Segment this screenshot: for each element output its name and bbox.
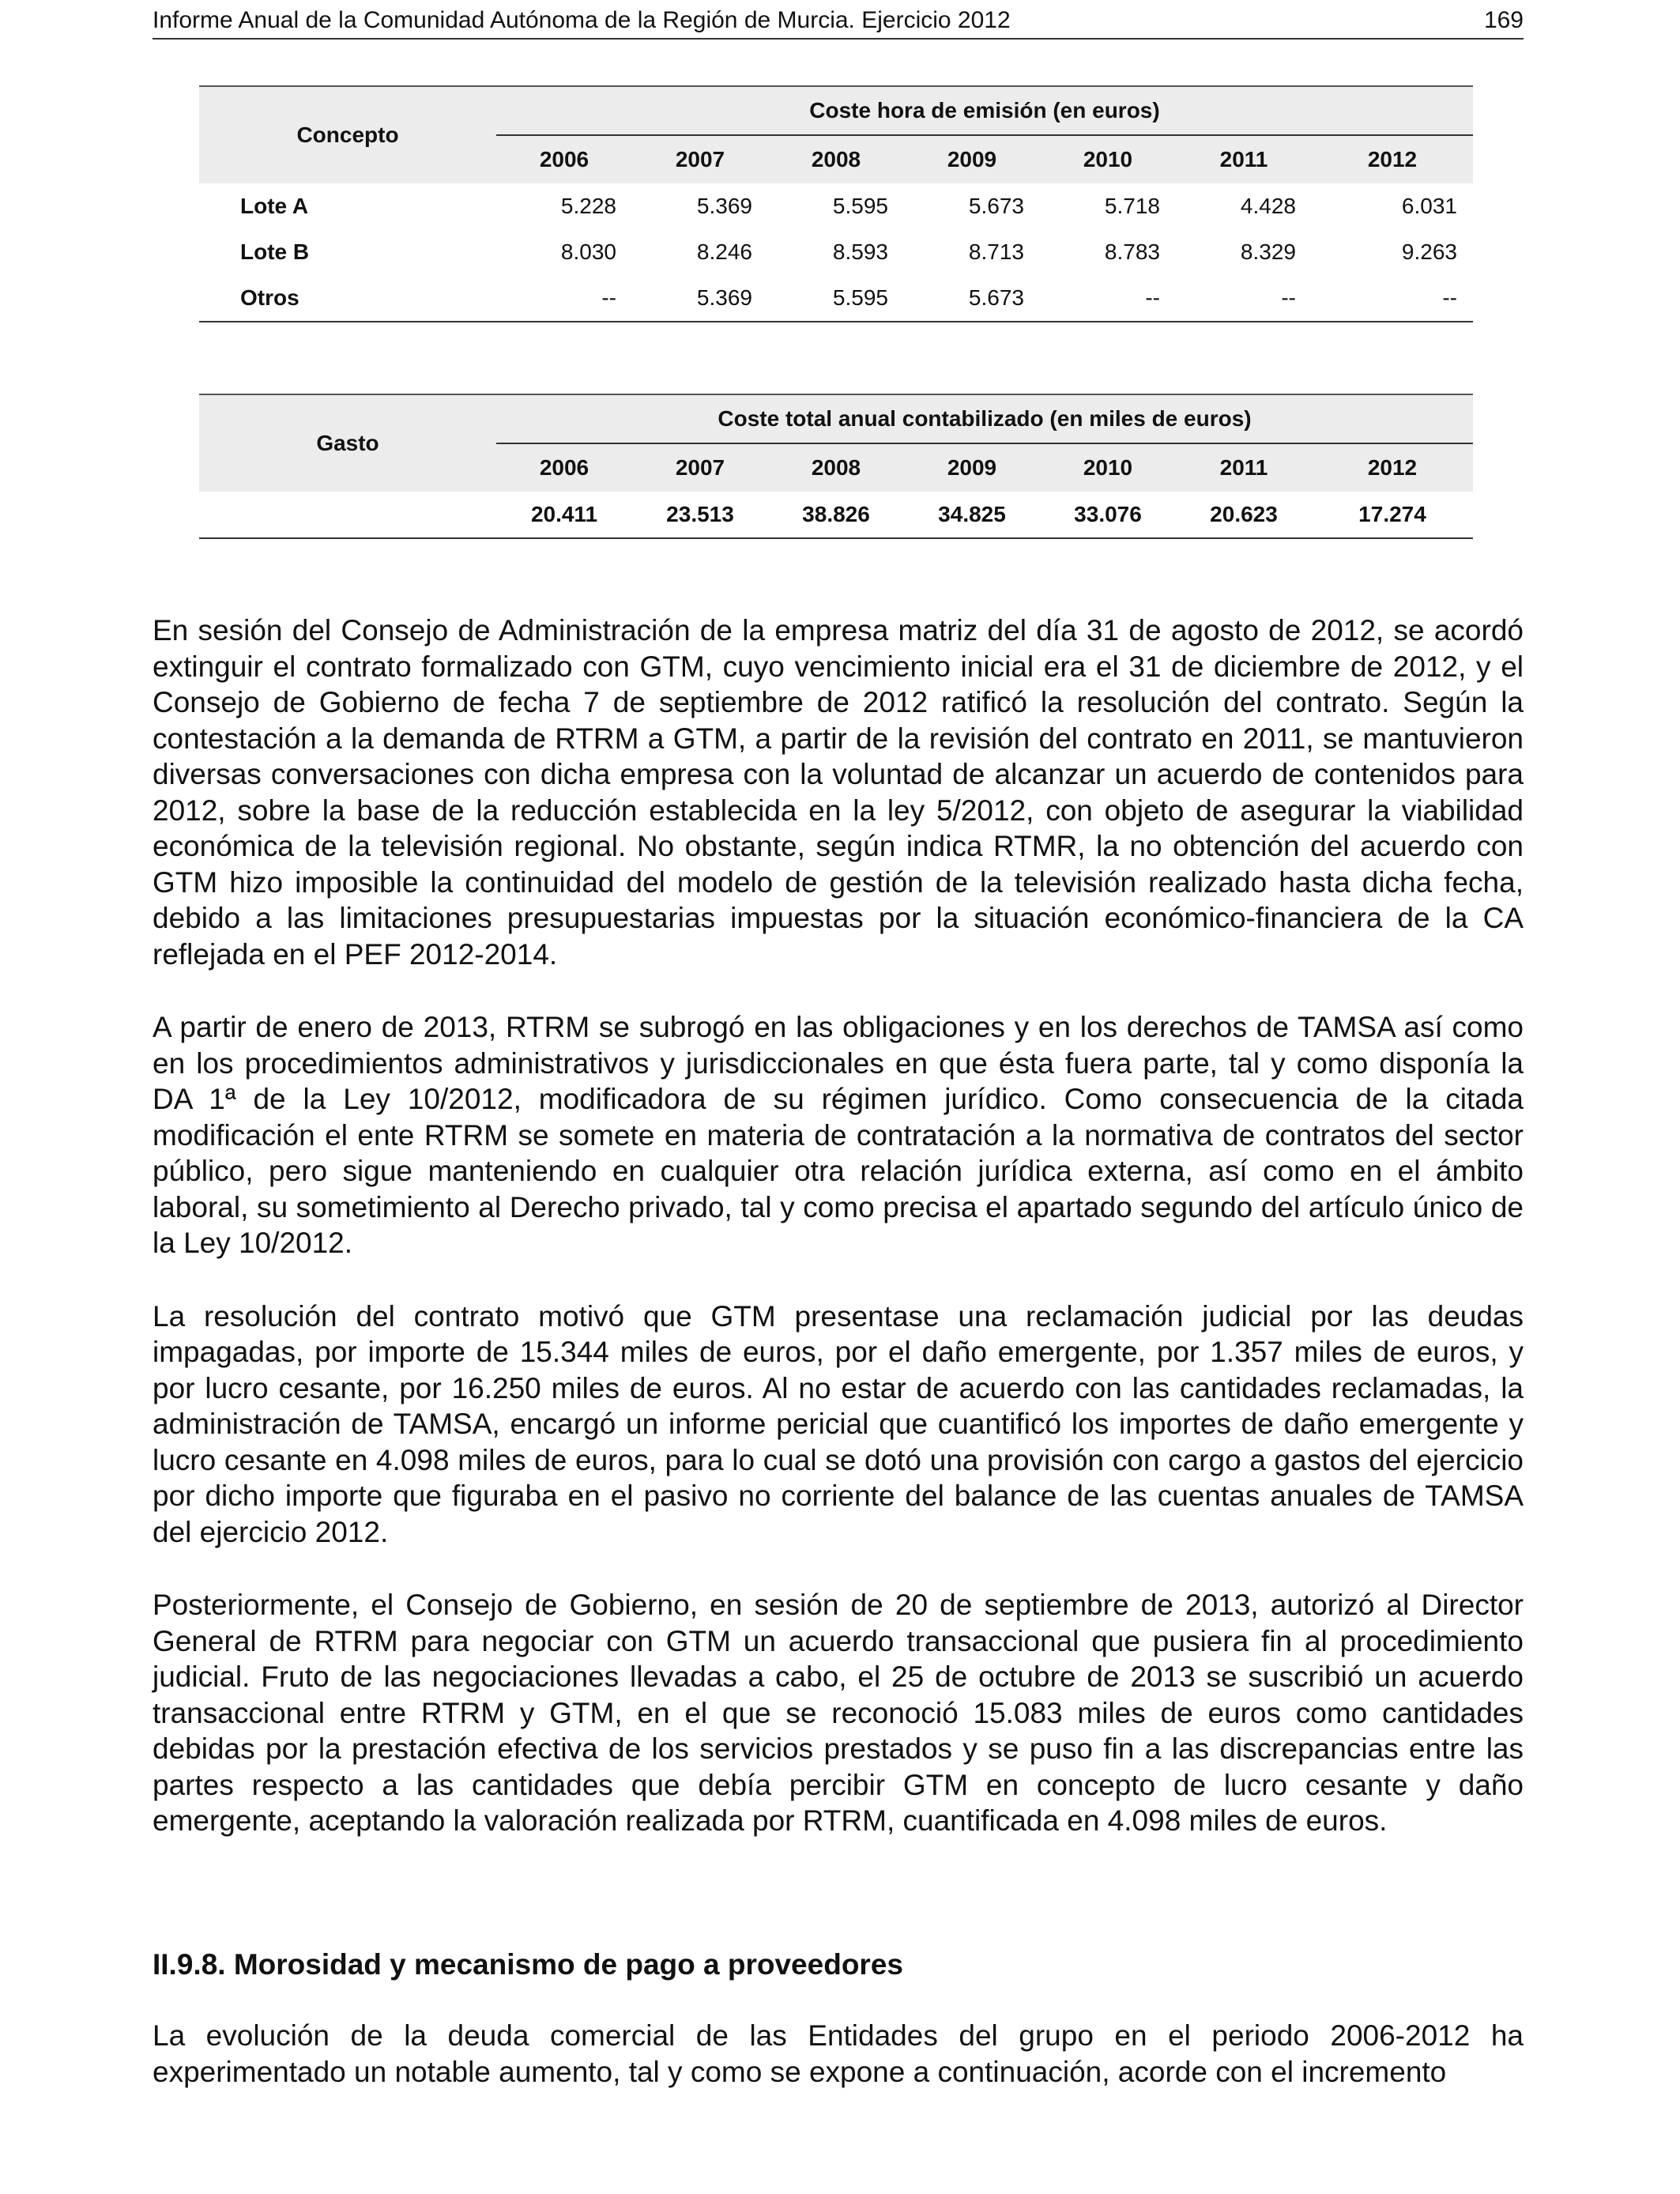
table-cell: 38.826 (768, 492, 904, 538)
year-header: 2009 (904, 443, 1040, 492)
table-cell: -- (1176, 275, 1312, 322)
year-header: 2007 (632, 443, 768, 492)
table-cell: 17.274 (1312, 492, 1473, 538)
body-text (153, 613, 1524, 1876)
table-cell: 9.263 (1401, 239, 1457, 264)
table-cell-empty (199, 492, 496, 538)
table-cell: 6.031 (1401, 194, 1457, 218)
table-cell: 20.623 (1176, 492, 1312, 538)
table-row (199, 183, 1473, 229)
hourly-cost-group-header: Coste hora de emisión (en euros) (496, 86, 1473, 135)
report-title: Informe Anual de la Comunidad Autónoma de la Región de Murcia. Ejercicio 2012 (153, 7, 1011, 33)
year-header: 2008 (768, 135, 904, 183)
year-header: 2010 (1040, 135, 1176, 183)
annual-cost-group-header: Coste total anual contabilizado (en miles de euros) (496, 394, 1473, 443)
year-header: 2012 (1312, 443, 1473, 492)
table-cell: 5.595 (832, 194, 888, 218)
paragraph: A partir de enero de 2013, RTRM se subrogó en las obligaciones y en los derechos de TAMSA así como en los procedimientos administrativos y jurisdiccionales en que ésta fuera parte, tal y como disponía la DA 1ª de la Ley 10/2012, modificadora de su régimen jurídico. Como consecuencia de la citada modificación el ente RTRM se somete en materia de contratación a la normativa de contratos del sector público, pero sigue manteniendo en cualquier otra relación jurídica externa, así como en el ámbito laboral, su sometimiento al Derecho privado, tal y como precisa el apartado segundo del artículo único de la Ley 10/2012. (153, 1011, 1524, 1259)
table-cell: 33.076 (1040, 492, 1176, 538)
table-cell: 8.030 (560, 239, 616, 264)
concept-header: Concepto (199, 86, 496, 183)
paragraph: Posteriormente, el Consejo de Gobierno, en sesión de 20 de septiembre de 2013, autorizó al Director General de RTRM para negociar con GTM un acuerdo transaccional que pusiera fin al procedimiento judicial. Fruto de las negociaciones llevadas a cabo, el 25 de octubre de 2013 se suscribió un acuerdo transaccional entre RTRM y GTM, en el que se reconoció 15.083 miles de euros como cantidades debidas por la prestación efectiva de los servicios prestados y se puso fin a las discrepancias entre las partes respecto a las cantidades que debía percibir GTM en concepto de lucro cesante y daño emergente, aceptando la valoración realizada por RTRM, cuantificada en 4.098 miles de euros. (153, 1589, 1524, 1837)
year-header: 2008 (768, 443, 904, 492)
table-cell: 23.513 (632, 492, 768, 538)
gasto-header: Gasto (199, 394, 496, 492)
paragraph: En sesión del Consejo de Administración de la empresa matriz del día 31 de agosto de 2012, se acordó extinguir el contrato formalizado con GTM, cuyo vencimiento inicial era el 31 de diciembre de 2012, y el Consejo de Gobierno de fecha 7 de septiembre de 2012 ratificó la resolución del contrato. Según la contestación a la demanda de RTRM a GTM, a partir de la revisión del contrato en 2011, se mantuvieron diversas conversaciones con dicha empresa con la voluntad de alcanzar un acuerdo de contenidos para 2012, sobre la base de la reducción establecida en la ley 5/2012, con objeto de asegurar la viabilidad económica de la televisión regional. No obstante, según indica RTMR, la no obtención del acuerdo con GTM hizo imposible la continuidad del modelo de gestión de la televisión realizado hasta dicha fecha, debido a las limitaciones presupuestarias impuestas por la situación económico-financiera de la CA reflejada en el PEF 2012-2014. (153, 614, 1524, 971)
table-cell: 20.411 (496, 492, 632, 538)
page-header (153, 6, 1524, 40)
table-row (199, 275, 1473, 322)
year-header: 2006 (496, 135, 632, 183)
year-header: 2012 (1312, 135, 1473, 183)
year-header: 2009 (904, 135, 1040, 183)
table-cell: 5.718 (1104, 194, 1160, 218)
year-header: 2007 (632, 135, 768, 183)
table-cell: 5.369 (632, 275, 768, 322)
table-cell: 8.783 (1104, 239, 1160, 264)
table-cell: -- (496, 275, 632, 322)
row-label: Lote A (240, 194, 309, 218)
hourly-cost-table (199, 85, 1473, 322)
table-cell: 5.673 (968, 194, 1024, 218)
year-header: 2010 (1040, 443, 1176, 492)
page-number: 169 (1483, 7, 1524, 33)
table-cell: 8.593 (832, 239, 888, 264)
table-cell: 34.825 (904, 492, 1040, 538)
table-cell: 8.713 (968, 239, 1024, 264)
year-header: 2011 (1176, 443, 1312, 492)
row-label: Otros (199, 275, 496, 322)
table-cell: 8.329 (1240, 239, 1296, 264)
row-label: Lote B (240, 239, 310, 264)
table-cell: 4.428 (1240, 194, 1296, 218)
table-cell: 5.595 (768, 275, 904, 322)
section-heading: II.9.8. Morosidad y mecanismo de pago a proveedores (153, 1948, 903, 1981)
table-row (199, 492, 1473, 538)
table-cell: -- (1040, 275, 1176, 322)
year-header: 2006 (496, 443, 632, 492)
year-header: 2011 (1176, 135, 1312, 183)
table-cell: 5.673 (904, 275, 1040, 322)
annual-cost-table (199, 394, 1473, 539)
table-cell: -- (1312, 275, 1473, 322)
paragraph: La evolución de la deuda comercial de las Entidades del grupo en el periodo 2006-2012 ha experimentado un notable aumento, tal y como se expone a continuación, acorde con el incremento (153, 2019, 1524, 2088)
paragraph: La resolución del contrato motivó que GTM presentase una reclamación judicial por las deudas impagadas, por importe de 15.344 miles de euros, por el daño emergente, por 1.357 miles de euros, y por lucro cesante, por 16.250 miles de euros. Al no estar de acuerdo con las cantidades reclamadas, la administración de TAMSA, encargó un informe pericial que cuantificó los importes de daño emergente y lucro cesante en 4.098 miles de euros, para lo cual se dotó una provisión con cargo a gastos del ejercicio por dicho importe que figuraba en el pasivo no corriente del balance de las cuentas anuales de TAMSA del ejercicio 2012. (153, 1299, 1524, 1548)
table-cell: 8.246 (696, 239, 752, 264)
table-cell: 5.369 (696, 194, 752, 218)
table-cell: 5.228 (560, 194, 616, 218)
table-row (199, 229, 1473, 275)
